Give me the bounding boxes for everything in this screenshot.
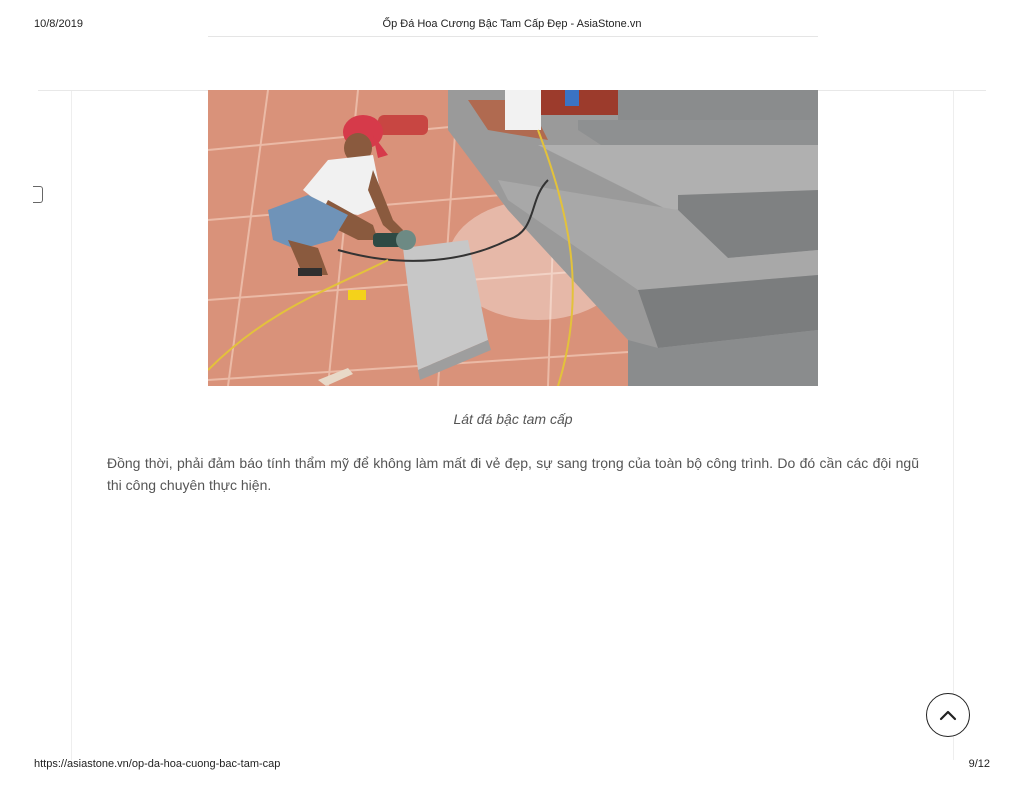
article-paragraph: Đồng thời, phải đảm báo tính thẩm mỹ để không làm mất đi vẻ đẹp, sự sang trọng của toàn bộ công trình. Do đó cần các đội ngũ thi công chuyên thực hiện. xyxy=(107,455,919,493)
print-header-title: Ốp Đá Hoa Cương Bậc Tam Cấp Đẹp - AsiaStone.vn xyxy=(382,18,642,30)
grinder-tool xyxy=(373,230,416,250)
stair-photo-illustration xyxy=(208,90,818,386)
side-tab-icon[interactable] xyxy=(33,186,43,203)
print-footer-page: 9/12 xyxy=(968,758,990,770)
print-header-date: 10/8/2019 xyxy=(34,18,83,30)
print-footer-url[interactable]: https://asiastone.vn/op-da-hoa-cuong-bac-tam-cap xyxy=(34,758,281,770)
sticky-header-bar xyxy=(38,40,986,91)
image-caption: Lát đá bậc tam cấp xyxy=(453,411,573,427)
divider xyxy=(208,36,818,37)
chevron-up-icon xyxy=(939,709,957,721)
article-image xyxy=(208,90,818,386)
back-to-top-button[interactable] xyxy=(926,693,970,737)
